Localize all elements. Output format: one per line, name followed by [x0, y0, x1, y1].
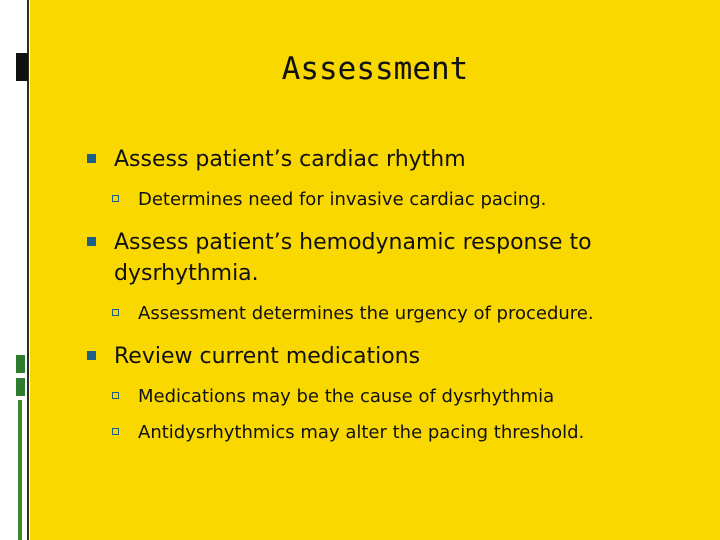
- accent-green-block: [16, 378, 25, 396]
- sub-bullet-item: [86, 187, 706, 213]
- accent-dark-block: [16, 53, 28, 81]
- sub-bullet-item: [86, 384, 706, 410]
- bullet-text: Review current medications: [114, 344, 421, 369]
- bullet-item: [86, 341, 706, 372]
- bullet-item: [86, 144, 706, 175]
- hollow-square-bullet-icon: [112, 428, 119, 435]
- hollow-square-bullet-icon: [112, 392, 119, 399]
- accent-green-block: [16, 355, 25, 373]
- sub-bullet-text: Determines need for invasive cardiac pacing.: [138, 189, 547, 210]
- hollow-square-bullet-icon: [112, 195, 119, 202]
- bullet-item: [86, 227, 706, 289]
- bullet-text: Assess patient’s cardiac rhythm: [114, 147, 466, 172]
- sub-bullet-item: [86, 301, 706, 327]
- filled-square-bullet-icon: [87, 154, 96, 163]
- slide-title: Assessment: [281, 51, 469, 87]
- bullet-text: Assess patient’s hemodynamic response to dysrhythmia.: [114, 230, 592, 286]
- accent-green-stripe: [18, 400, 22, 540]
- filled-square-bullet-icon: [87, 351, 96, 360]
- bullet-list: [86, 144, 706, 460]
- filled-square-bullet-icon: [87, 237, 96, 246]
- accent-vertical-line: [27, 0, 29, 540]
- sub-bullet-text: Antidysrhythmics may alter the pacing threshold.: [138, 422, 585, 443]
- hollow-square-bullet-icon: [112, 309, 119, 316]
- sub-bullet-item: [86, 420, 706, 446]
- slide-left-margin: [0, 0, 20, 540]
- sub-bullet-text: Assessment determines the urgency of procedure.: [138, 303, 594, 324]
- sub-bullet-text: Medications may be the cause of dysrhythmia: [138, 386, 555, 407]
